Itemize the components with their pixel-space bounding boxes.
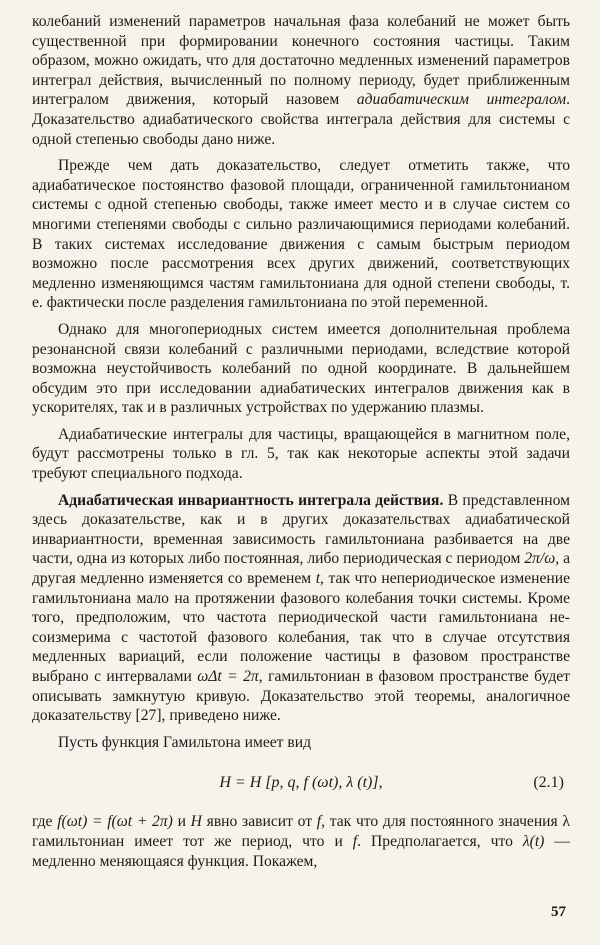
bold-run: Адиабатическая инвариантность интеграла действия.	[58, 491, 444, 509]
equation-number: (2.1)	[533, 774, 564, 792]
text-run: В представленном здесь доказательстве, как и в других доказательствах адиабатической инвариантности, временная зависимость гамильтониана разбивается на две части, одна из которых либо постоянная, либо периодическая с периодом	[32, 491, 570, 568]
italic-run: λ(t)	[522, 832, 545, 850]
text-run: — медленно меняющаяся функция. Покажем,	[32, 832, 570, 870]
text-run: , гамильтониан в фазовом пространстве будет описывать замкнутую кривую. Доказательство этой теоремы, аналогичное доказательству [27], приведено ниже.	[32, 668, 570, 725]
paragraph	[32, 812, 570, 871]
text-run: где	[32, 813, 58, 831]
paragraph	[32, 491, 570, 726]
text-run: . Доказательство адиабатического свойства интеграла действия для системы с одной степенью свободы дано ниже.	[32, 91, 571, 148]
equation-block	[32, 760, 570, 808]
text-run: , так что непериодическое изменение гамильтониана мало на протяжении фазового колебания точки системы. Кроме того, предположим, что частота периодической части гамильтониана несоизмерима с частотой фазового колебания, так что в случае отсутствия медленных вариаций, если положение частицы в фазовом пространстве выбрано с интервалами	[32, 570, 570, 685]
text-run: Адиабатические интегралы для частицы, вращающейся в магнитном поле, будут рассмотрены только в гл. 5, так как некоторые аспекты этой задачи требуют специального подхода.	[32, 425, 570, 483]
text-run: Прежде чем дать доказательство, следует отметить также, что адиабатическое постоянство фазовой площади, ограниченной гамильтонианом системы с одной степенью свободы, также имеет место и в случае систем со многими степенями свободы с сильно различающимися периодами колебаний. В таких системах исследование движения с самым быстрым периодом возможно после рассмотрения всех других движений, соответствующих медленно изменяющимся частям гамильтониана для одной степени свободы, т. е. фактически после разделения гамильтониана по этой переменной.	[32, 157, 570, 312]
text-run: Однако для многопериодных систем имеется дополнительная проблема резонансной связи колебаний с различными периодами, вследствие которой возможна неустойчивость колебаний по одной координате. В дальнейшем обсудим это при исследовании адиабатических интегралов движения как в ускорителях, так и в различных устройствах по удержанию плазмы.	[32, 320, 570, 417]
italic-run: f	[316, 813, 322, 831]
text-run: Пусть функция Гамильтона имеет вид	[58, 733, 312, 751]
paragraph	[32, 12, 570, 149]
equation: H = H [p, q, f (ωt), λ (t)],	[219, 774, 383, 792]
text-run: колебаний изменений параметров начальная фаза колебаний не может быть существенной при формировании конечного состояния частицы. Таким образом, можно ожидать, что для достаточно медленных изменений параметров интеграл действия, вычисленный по полному периоду, будет приближенным интегралом движения, который назовем	[32, 13, 570, 109]
italic-run: f	[352, 832, 358, 850]
text-run: , а другая медленно изменяется со временем	[32, 550, 570, 588]
italic-run: ωΔt = 2π	[197, 668, 259, 685]
paragraph	[32, 156, 570, 313]
text-run: . Предполагается, что	[357, 832, 523, 850]
paragraph	[32, 320, 570, 418]
italic-run: 2π/ω	[524, 550, 556, 568]
page-number: 57	[551, 904, 566, 920]
italic-run: H	[190, 813, 202, 831]
paragraph	[32, 733, 570, 753]
italic-run: f(ωt) = f(ωt + 2π)	[57, 813, 173, 831]
text-run: явно зависит от	[201, 813, 317, 831]
text-run: и	[172, 813, 191, 831]
italic-run: адиабатическим интегралом	[356, 91, 567, 109]
italic-run: t	[315, 570, 321, 588]
paragraph	[32, 425, 570, 484]
text-run: , так что для постоянного значения λ гамильтониан имеет тот же период, что и	[32, 813, 570, 850]
